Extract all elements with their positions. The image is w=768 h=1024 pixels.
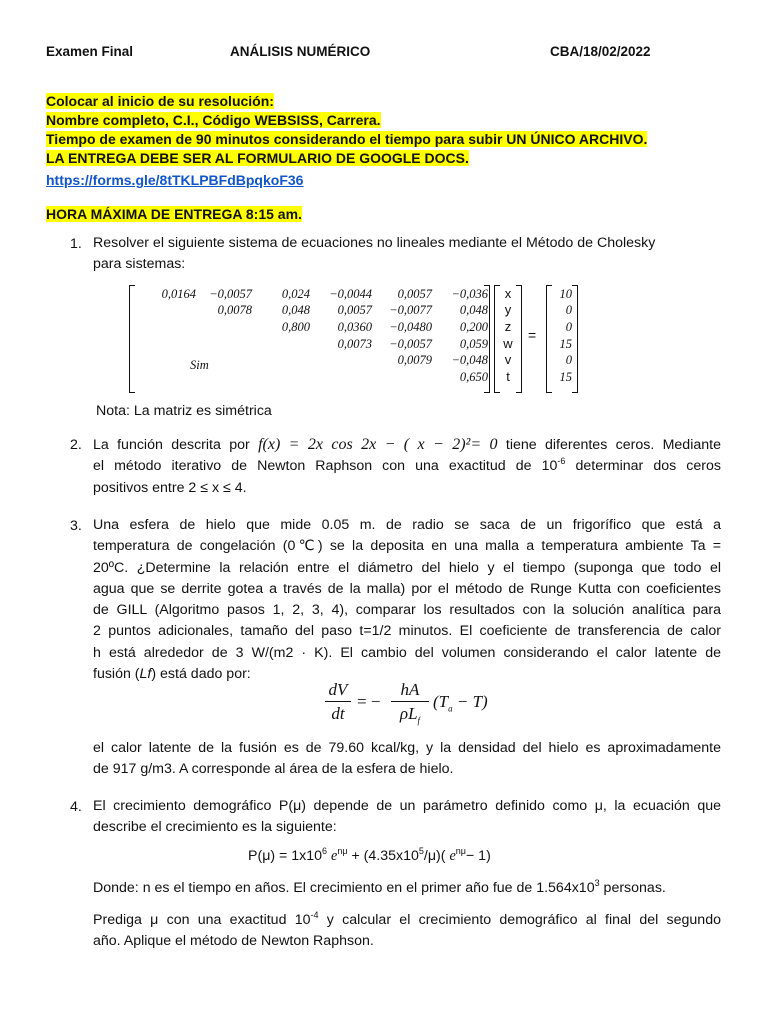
matrix-cell: 0,0073 <box>337 337 372 351</box>
q2-number: 2. <box>70 437 82 453</box>
q2-line1 <box>93 434 721 456</box>
matrix-cell: 0,800 <box>281 320 310 334</box>
q1-note: Nota: La matriz es simétrica <box>96 403 272 419</box>
q2-text <box>93 434 721 499</box>
variable-cell: x <box>504 286 512 301</box>
rhs-right-bracket <box>572 285 578 393</box>
matrix-cell: −0,048 <box>451 353 488 367</box>
matrix-cell: 0,650 <box>459 370 488 384</box>
q3-line: temperatura de congelación (0℃) se la deposita en una malla a temperatura ambiente Ta = <box>93 538 721 555</box>
instruction-line-2: Nombre completo, C.I., Código WEBSISS, Carrera. <box>46 112 381 128</box>
variable-cell: w <box>503 336 513 351</box>
rhs-cell: 10 <box>559 287 572 301</box>
matrix-cell: 0,024 <box>281 287 310 301</box>
q3-last-line: fusión (Lf) está dado por: <box>93 666 251 683</box>
q3-after-text <box>93 738 721 781</box>
q1-text-line2: para sistemas: <box>93 256 186 273</box>
q2-line2: el método iterativo de Newton Raphson con una exactitud de $10^{-6}$ determinar dos ceros <box>93 456 721 475</box>
instructions-block <box>46 92 647 168</box>
symmetric-label: Sim <box>190 358 209 372</box>
q3-differential-equation: dV dt = − hA $\rho L_f$ $(T_a - T)$ <box>325 680 525 730</box>
matrix-cell: −0,0057 <box>209 287 252 301</box>
rhs-cell: 0 <box>565 320 572 334</box>
matrix-cell: 0,0057 <box>337 303 372 317</box>
q2-line3: positivos entre 2 ≤ x ≤ 4. <box>93 479 247 496</box>
q3-line: Una esfera de hielo que mide 0.05 m. de radio se saca de un frigorífico que está a <box>93 517 721 533</box>
q4-text <box>93 796 721 839</box>
matrix-cell: −0,0077 <box>389 303 432 317</box>
matrix-cell: −0,0057 <box>389 337 432 351</box>
instruction-line-4: LA ENTREGA DEBE SER AL FORMULARIO DE GOOGLE DOCS. <box>46 150 469 166</box>
variable-cell: t <box>506 369 510 384</box>
rhs-cell: 0 <box>565 303 572 317</box>
q3-paragraph <box>93 515 721 664</box>
q4-donde: Donde: n es el tiempo en años. El crecimiento en el primer año fue de $1.564x10^3$ personas. <box>93 878 666 896</box>
q1-matrix-system <box>124 283 584 395</box>
instruction-line-3: Tiempo de examen de 90 minutos considerando el tiempo para subir UN ÚNICO ARCHIVO. <box>46 131 648 147</box>
matrix-cell: 0,0057 <box>397 287 432 301</box>
header-date: CBA/18/02/2022 <box>550 44 651 59</box>
q4-predict-line2: año. Aplique el método de Newton Raphson. <box>93 933 374 950</box>
matrix-cell: 0,0360 <box>337 320 372 334</box>
q3-line: 20ºC. ¿Determine la relación entre el diámetro del hielo y el tiempo (suponga que todo el <box>93 559 721 576</box>
q3-line: agua que se derrite gotea a través de la malla) por el método de Runge Kutta con coeficientes <box>93 580 721 597</box>
q3-text <box>93 515 721 685</box>
matrix-cell: 0,0078 <box>217 303 252 317</box>
matrix-cell: −0,0480 <box>389 320 432 334</box>
matrix-cell: 0,0164 <box>161 287 196 301</box>
variable-cell: y <box>504 302 512 317</box>
q1-number: 1. <box>70 236 82 252</box>
variable-cell: z <box>504 319 512 334</box>
deadline-notice: HORA MÁXIMA DE ENTREGA 8:15 am. <box>46 206 302 222</box>
q2-function-formula: f(x) = 2x cos 2x − ( x − 2)²= 0 <box>258 436 498 453</box>
rhs-cell: 0 <box>565 353 572 367</box>
matrix-cell: 0,200 <box>459 320 488 334</box>
rhs-cell: 15 <box>559 337 572 351</box>
q3-line: de GILL (Algoritmo pasos 1, 2, 3, 4), comparar los resultados con la solución analítica para <box>93 602 721 619</box>
q3-line: h está alrededor de 3 W/(m2 · K). El cambio del volumen considerando el calor latente de <box>93 644 721 661</box>
q2-intro-tail: tiene diferentes ceros. Mediante <box>505 437 721 453</box>
q2-intro: La función descrita por <box>93 437 250 453</box>
instruction-line-1: Colocar al inicio de su resolución: <box>46 93 274 109</box>
q3-after-line1: el calor latente de la fusión es de 79.60 kcal/kg, y la densidad del hielo es aproximadamente <box>93 740 721 756</box>
q1-text-line1: Resolver el siguiente sistema de ecuaciones no lineales mediante el Método de Cholesky <box>93 235 656 251</box>
rhs-cell: 15 <box>559 370 572 384</box>
q1-text <box>93 233 721 276</box>
q4-growth-equation: $P(\mu) = 1x10^6$ $e^{n\mu} + (4.35x10^5/\mu)$( $e^{n\mu}- 1$) <box>248 846 491 864</box>
q4-line2: describe el crecimiento es la siguiente: <box>93 819 337 836</box>
q4-number: 4. <box>70 799 82 815</box>
variable-cell: v <box>504 352 512 367</box>
matrix-cell: −0,0044 <box>329 287 372 301</box>
matrix-cell: 0,059 <box>459 337 488 351</box>
q3-number: 3. <box>70 518 82 534</box>
q3-after-line2: de 917 g/m3. A corresponde al área de la esfera de hielo. <box>93 761 454 778</box>
equals-sign: = <box>528 327 537 343</box>
q4-predict-line1: Prediga μ con una exactitud $10^{-4}$ y calcular el crecimiento demográfico al final del segundo <box>93 910 721 928</box>
q4-line1: El crecimiento demográfico P(μ) depende de un parámetro definido como μ, la ecuación que <box>93 798 721 814</box>
matrix-cell: 0,0079 <box>397 353 432 367</box>
matrix-cell: −0,036 <box>451 287 488 301</box>
q3-line: 2 puntos adicionales, tamaño del paso t=1/2 minutos. El coeficiente de transferencia de calor <box>93 623 721 640</box>
google-form-link[interactable]: https://forms.gle/8tTKLPBFdBpqkoF36 <box>46 172 304 188</box>
header-left: Examen Final <box>46 44 134 59</box>
matrix-cell: 0,048 <box>281 303 310 317</box>
header-title: ANÁLISIS NUMÉRICO <box>230 44 371 59</box>
q4-predict <box>93 910 721 953</box>
matrix-cell: 0,048 <box>459 303 488 317</box>
